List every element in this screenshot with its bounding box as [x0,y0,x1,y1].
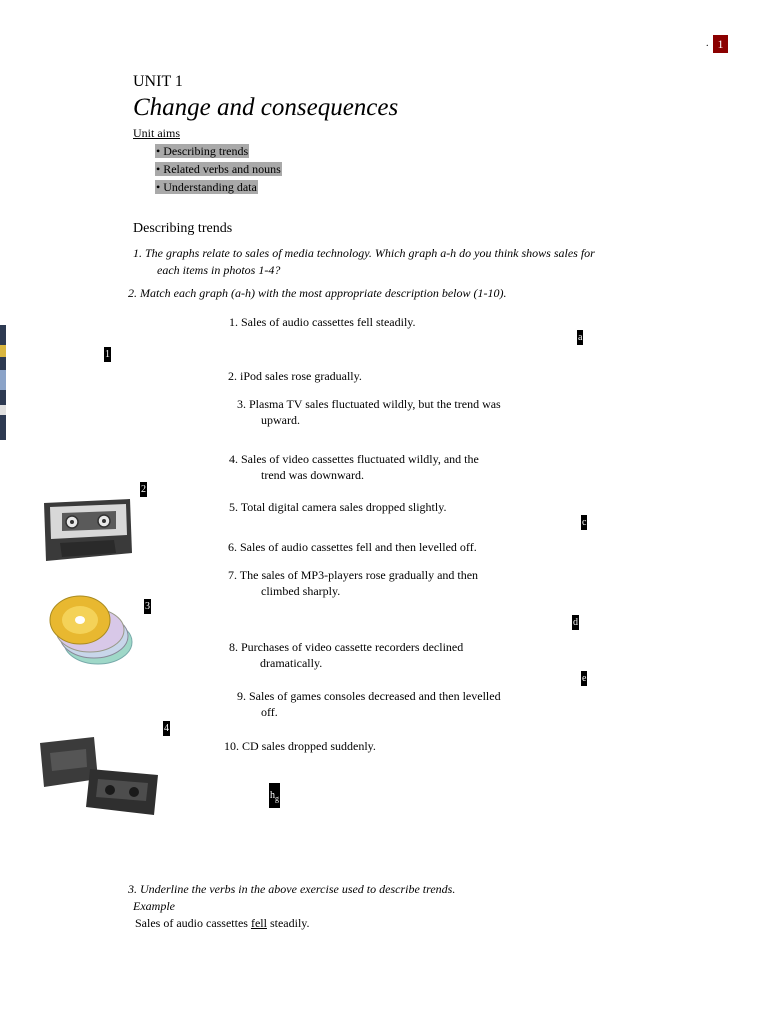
description-9-line-2: off. [261,705,278,719]
photo-marker-3: 3 [145,601,150,612]
description-8-line-2: dramatically. [260,656,323,670]
description-7-line-1: 7. The sales of MP3-players rose gradually and then [228,568,479,582]
graph-marker-a: a [578,332,583,343]
aim-item: • Describing trends [156,144,249,158]
cd-disc-edge-photo [0,325,6,440]
graph-marker-e: e [582,673,587,684]
description-6: 6. Sales of audio cassettes fell and then levelled off. [228,540,477,554]
description-3-line-1: 3. Plasma TV sales fluctuated wildly, but the trend was [237,397,501,411]
description-5: 5. Total digital camera sales dropped slightly. [229,500,447,514]
question-2: 2. Match each graph (a-h) with the most appropriate description below (1-10). [128,286,507,300]
description-2: 2. iPod sales rose gradually. [228,369,362,383]
example-after: steadily. [266,916,310,930]
graph-marker-g: g [275,794,279,803]
description-3-line-2: upward. [261,413,300,427]
aim-item: • Related verbs and nouns [156,162,281,176]
graph-marker-hg [269,783,280,808]
question-1-line-1: 1. The graphs relate to sales of media technology. Which graph a-h do you think shows sales for [133,246,595,260]
unit-aims-list [155,142,282,196]
description-8 [229,639,463,671]
audio-cassette-photo [40,495,134,565]
description-9 [237,688,501,720]
description-8-line-1: 8. Purchases of video cassette recorders declined [229,640,464,654]
page-title: Change and consequences [133,94,399,121]
question-1-line-2: each items in photos 1-4? [157,263,281,277]
photo-marker-4: 4 [164,723,169,734]
description-1: 1. Sales of audio cassettes fell steadily. [229,315,416,329]
example-sentence [135,915,310,931]
graph-marker-d: d [573,617,578,628]
unit-label: UNIT 1 [133,73,183,90]
unit-aims-label: Unit aims [133,126,180,140]
page-number-dot: . [706,38,709,49]
description-4-line-2: trend was downward. [261,468,364,482]
description-10: 10. CD sales dropped suddenly. [224,739,376,753]
example-label: Example [133,899,175,913]
description-4 [229,451,479,483]
photo-marker-1: 1 [105,349,110,360]
cd-stack-photo [40,590,140,672]
graph-marker-c: c [582,517,587,528]
video-cassettes-photo [36,735,162,817]
question-3: 3. Underline the verbs in the above exercise used to describe trends. [128,882,456,896]
page-number: 1 [713,35,728,53]
description-7 [228,567,478,599]
example-before: Sales of audio cassettes [135,916,251,930]
description-3 [237,396,501,428]
description-4-line-1: 4. Sales of video cassettes fluctuated wildly, and the [229,452,479,466]
description-9-line-1: 9. Sales of games consoles decreased and then levelled [237,689,501,703]
photo-marker-2: 2 [141,484,146,495]
graph-marker-h: h [270,790,275,801]
section-heading: Describing trends [133,221,233,236]
aim-item: • Understanding data [156,180,257,194]
example-verb: fell [250,916,267,930]
description-7-line-2: climbed sharply. [261,584,341,598]
